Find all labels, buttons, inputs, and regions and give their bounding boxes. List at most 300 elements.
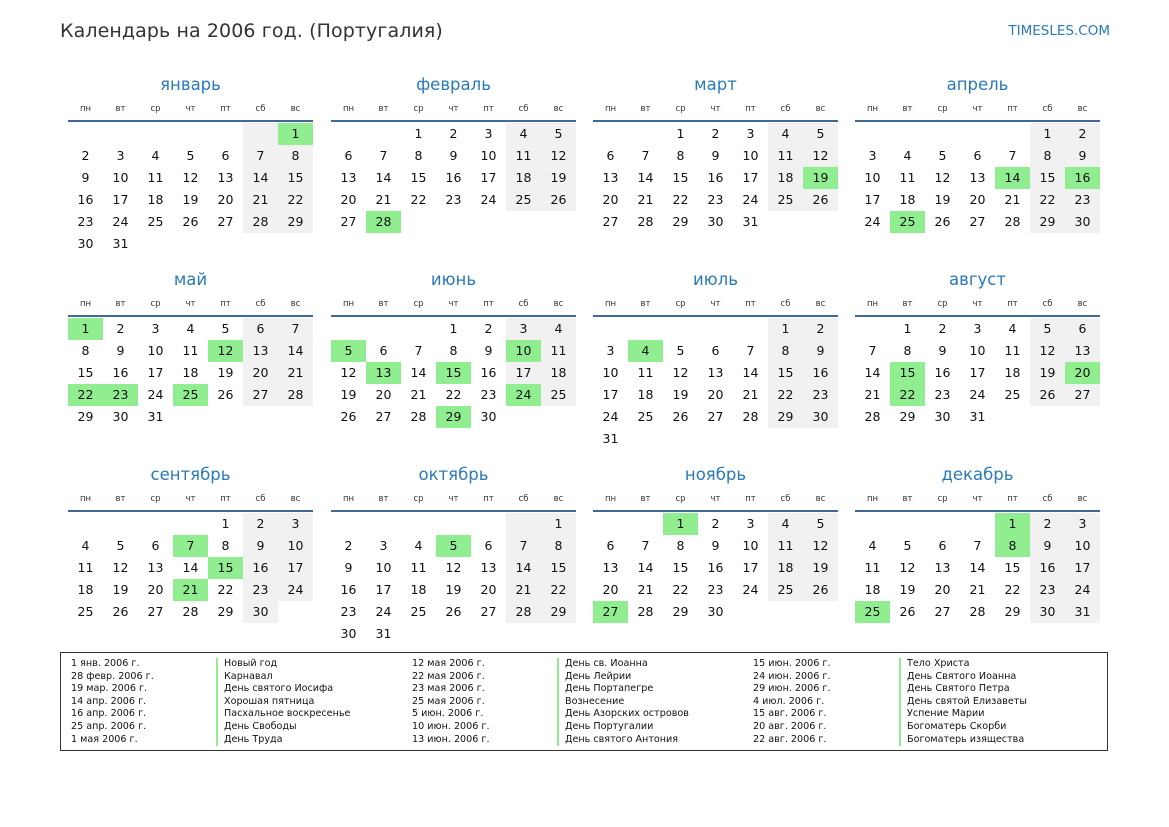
empty-cell — [366, 123, 401, 145]
day-cell: 15 — [77, 365, 94, 380]
day-cell: 10 — [147, 343, 164, 358]
day-cell: 6 — [221, 148, 230, 163]
holiday-dates-column — [71, 658, 154, 746]
month-name: сентябрь — [150, 465, 231, 484]
weekday-label: пт — [1007, 299, 1018, 309]
day-cell: 15 — [672, 170, 689, 185]
empty-cell — [960, 513, 995, 535]
weekday-label: ср — [937, 299, 948, 309]
day-cell: 5 — [331, 340, 366, 362]
day-cell: 27 — [934, 604, 951, 619]
day-cell: 18 — [899, 192, 916, 207]
month-name: ноябрь — [684, 465, 747, 484]
day-cell: 31 — [112, 236, 129, 251]
holiday-name: День св. Иоанна — [557, 658, 689, 671]
day-cell: 17 — [112, 192, 129, 207]
day-cell: 7 — [414, 343, 423, 358]
day-cell: 29 — [541, 601, 576, 623]
day-cell: 9 — [116, 343, 125, 358]
day-cell: 23 — [480, 387, 497, 402]
day-cell: 4 — [186, 321, 195, 336]
holiday-list — [60, 652, 1108, 751]
day-cell: 17 — [480, 170, 497, 185]
empty-cell — [436, 513, 471, 535]
day-cell: 2 — [1065, 123, 1100, 145]
day-cell: 3 — [606, 343, 615, 358]
day-cell: 22 — [672, 192, 689, 207]
empty-cell — [593, 123, 628, 145]
day-cell: 25 — [541, 384, 576, 406]
day-cell: 28 — [506, 601, 541, 623]
holiday-date: 25 мая 2006 г. — [412, 695, 485, 707]
holiday-name: День Свободы — [216, 721, 350, 734]
day-cell: 9 — [449, 148, 458, 163]
day-cell: 26 — [899, 604, 916, 619]
weekday-header — [331, 293, 576, 317]
day-cell: 2 — [711, 126, 720, 141]
day-cell: 24 — [375, 604, 392, 619]
holiday-date: 28 февр. 2006 г. — [71, 670, 154, 682]
holiday-name: Пасхальное воскресенье — [216, 708, 350, 721]
day-cell: 6 — [379, 343, 388, 358]
day-cell: 6 — [151, 538, 160, 553]
day-cell: 6 — [711, 343, 720, 358]
day-cell: 5 — [803, 123, 838, 145]
weekday-label: ср — [150, 494, 161, 504]
holiday-names-column — [899, 658, 1027, 746]
empty-cell — [173, 406, 208, 428]
empty-cell — [103, 513, 138, 535]
day-cell: 26 — [803, 579, 838, 601]
day-cell: 12 — [672, 365, 689, 380]
day-cell: 19 — [803, 167, 838, 189]
day-cell: 25 — [77, 604, 94, 619]
holiday-name: Тело Христа — [899, 658, 1027, 671]
day-cell: 8 — [221, 538, 230, 553]
day-cell: 23 — [340, 604, 357, 619]
weekday-label: ср — [937, 494, 948, 504]
day-cell: 27 — [217, 214, 234, 229]
day-cell: 5 — [903, 538, 912, 553]
month-2 — [331, 72, 576, 233]
day-cell: 10 — [864, 170, 881, 185]
day-cell: 17 — [375, 582, 392, 597]
day-cell: 4 — [903, 148, 912, 163]
day-cell: 20 — [934, 582, 951, 597]
weekday-label: сб — [1042, 494, 1053, 504]
weekday-label: вс — [1077, 494, 1088, 504]
day-cell: 25 — [1004, 387, 1021, 402]
empty-cell — [401, 211, 436, 233]
weekday-label: чт — [710, 299, 721, 309]
weekday-label: пн — [604, 494, 617, 504]
day-cell: 15 — [436, 362, 471, 384]
days-grid — [855, 513, 1100, 623]
day-cell: 4 — [506, 123, 541, 145]
empty-cell — [995, 406, 1030, 428]
day-cell: 7 — [641, 148, 650, 163]
day-cell: 17 — [742, 560, 759, 575]
day-cell: 11 — [182, 343, 199, 358]
day-cell: 21 — [969, 582, 986, 597]
day-cell: 24 — [969, 387, 986, 402]
weekday-label: пт — [745, 299, 756, 309]
day-cell: 3 — [1065, 513, 1100, 535]
holiday-names-column — [216, 658, 350, 746]
weekday-label: пн — [866, 299, 879, 309]
day-cell: 21 — [410, 387, 427, 402]
holiday-name: День Лейрии — [557, 671, 689, 684]
day-cell: 27 — [375, 409, 392, 424]
weekday-label: ср — [937, 104, 948, 114]
empty-cell — [960, 123, 995, 145]
day-cell: 1 — [278, 123, 313, 145]
weekday-label: пн — [866, 104, 879, 114]
day-cell: 5 — [1030, 318, 1065, 340]
empty-cell — [208, 406, 243, 428]
day-cell: 26 — [182, 214, 199, 229]
day-cell: 15 — [1004, 560, 1021, 575]
month-5 — [68, 267, 313, 428]
day-cell: 18 — [410, 582, 427, 597]
day-cell: 29 — [278, 211, 313, 233]
day-cell: 2 — [344, 538, 353, 553]
day-cell: 31 — [1065, 601, 1100, 623]
day-cell: 5 — [116, 538, 125, 553]
empty-cell — [506, 406, 541, 428]
holiday-name: День Азорских островов — [557, 708, 689, 721]
day-cell: 24 — [480, 192, 497, 207]
weekday-label: вс — [1077, 104, 1088, 114]
day-cell: 9 — [803, 340, 838, 362]
holiday-date: 10 июн. 2006 г. — [412, 720, 490, 732]
day-cell: 28 — [637, 604, 654, 619]
day-cell: 24 — [742, 192, 759, 207]
month-name: май — [173, 270, 208, 289]
day-cell: 19 — [112, 582, 129, 597]
empty-cell — [995, 123, 1030, 145]
day-cell: 16 — [707, 170, 724, 185]
day-cell: 30 — [1065, 211, 1100, 233]
day-cell: 30 — [77, 236, 94, 251]
day-cell: 8 — [414, 148, 423, 163]
day-cell: 1 — [68, 318, 103, 340]
weekday-label: вс — [290, 494, 301, 504]
day-cell: 19 — [672, 387, 689, 402]
empty-cell — [1030, 406, 1065, 428]
weekday-label: чт — [448, 299, 459, 309]
day-cell: 8 — [676, 148, 685, 163]
holiday-name: Вознесение — [557, 696, 689, 709]
day-cell: 11 — [637, 365, 654, 380]
holiday-date: 12 мая 2006 г. — [412, 658, 485, 669]
month-name: апрель — [946, 75, 1009, 94]
empty-cell — [698, 428, 733, 450]
empty-cell — [628, 318, 663, 340]
day-cell: 15 — [410, 170, 427, 185]
day-cell: 7 — [506, 535, 541, 557]
day-cell: 6 — [606, 538, 615, 553]
weekday-label: вс — [1077, 299, 1088, 309]
days-grid — [331, 123, 576, 233]
empty-cell — [278, 406, 313, 428]
day-cell: 5 — [221, 321, 230, 336]
weekday-label: вт — [902, 494, 913, 504]
weekday-label: пн — [342, 494, 355, 504]
empty-cell — [541, 623, 576, 645]
day-cell: 22 — [410, 192, 427, 207]
day-cell: 9 — [344, 560, 353, 575]
day-cell: 6 — [938, 538, 947, 553]
holiday-date: 19 мар. 2006 г. — [71, 683, 148, 695]
day-cell: 4 — [1008, 321, 1017, 336]
day-cell: 1 — [676, 126, 685, 141]
day-cell: 2 — [711, 516, 720, 531]
empty-cell — [698, 318, 733, 340]
days-grid — [331, 318, 576, 428]
day-cell: 10 — [375, 560, 392, 575]
weekday-label: чт — [972, 104, 983, 114]
day-cell: 1 — [541, 513, 576, 535]
day-cell: 18 — [77, 582, 94, 597]
day-cell: 19 — [182, 192, 199, 207]
day-cell: 13 — [147, 560, 164, 575]
holiday-dates-column — [753, 658, 831, 746]
day-cell: 28 — [278, 384, 313, 406]
day-cell: 5 — [938, 148, 947, 163]
day-cell: 27 — [147, 604, 164, 619]
weekday-label: сб — [780, 494, 791, 504]
day-cell: 18 — [768, 557, 803, 579]
days-grid — [855, 318, 1100, 428]
weekday-label: чт — [972, 494, 983, 504]
day-cell: 6 — [973, 148, 982, 163]
day-cell: 8 — [449, 343, 458, 358]
day-cell: 24 — [147, 387, 164, 402]
day-cell: 12 — [208, 340, 243, 362]
holiday-date: 20 авг. 2006 г. — [753, 720, 827, 732]
day-cell: 26 — [340, 409, 357, 424]
weekday-label: чт — [185, 494, 196, 504]
day-cell: 14 — [506, 557, 541, 579]
holiday-date: 15 июн. 2006 г. — [753, 658, 831, 669]
weekday-label: пн — [866, 494, 879, 504]
day-cell: 9 — [938, 343, 947, 358]
holiday-date: 4 июл. 2006 г. — [753, 695, 825, 707]
day-cell: 30 — [707, 604, 724, 619]
day-cell: 24 — [864, 214, 881, 229]
day-cell: 22 — [672, 582, 689, 597]
day-cell: 21 — [742, 387, 759, 402]
weekday-label: пт — [1007, 104, 1018, 114]
day-cell: 4 — [868, 538, 877, 553]
days-grid — [855, 123, 1100, 233]
weekday-label: вт — [115, 104, 126, 114]
day-cell: 3 — [379, 538, 388, 553]
day-cell: 3 — [973, 321, 982, 336]
day-cell: 11 — [541, 340, 576, 362]
weekday-label: вт — [640, 299, 651, 309]
day-cell: 20 — [969, 192, 986, 207]
month-name: февраль — [416, 75, 491, 94]
day-cell: 30 — [480, 409, 497, 424]
weekday-label: вт — [378, 494, 389, 504]
day-cell: 26 — [445, 604, 462, 619]
day-cell: 29 — [77, 409, 94, 424]
day-cell: 27 — [969, 214, 986, 229]
day-cell: 2 — [449, 126, 458, 141]
page-title: Календарь на 2006 год. (Португалия) — [60, 20, 443, 42]
empty-cell — [471, 211, 506, 233]
day-cell: 6 — [606, 148, 615, 163]
day-cell: 22 — [890, 384, 925, 406]
weekday-header — [593, 488, 838, 512]
weekday-header — [68, 293, 313, 317]
weekday-label: пн — [342, 104, 355, 114]
day-cell: 22 — [541, 579, 576, 601]
day-cell: 16 — [803, 362, 838, 384]
day-cell: 21 — [375, 192, 392, 207]
holiday-date: 16 апр. 2006 г. — [71, 708, 147, 720]
day-cell: 15 — [278, 167, 313, 189]
month-name: декабрь — [941, 465, 1014, 484]
weekday-label: пн — [79, 299, 92, 309]
day-cell: 23 — [1065, 189, 1100, 211]
empty-cell — [768, 211, 803, 233]
weekday-label: чт — [710, 104, 721, 114]
holiday-name: Богоматерь изящества — [899, 734, 1027, 747]
empty-cell — [541, 211, 576, 233]
day-cell: 20 — [707, 387, 724, 402]
empty-cell — [401, 623, 436, 645]
empty-cell — [890, 123, 925, 145]
day-cell: 11 — [899, 170, 916, 185]
empty-cell — [331, 318, 366, 340]
day-cell: 29 — [768, 406, 803, 428]
site-link[interactable]: TIMESLES.COM — [1008, 23, 1110, 39]
month-name: август — [949, 270, 1006, 289]
empty-cell — [855, 123, 890, 145]
day-cell: 14 — [375, 170, 392, 185]
day-cell: 8 — [81, 343, 90, 358]
day-cell: 17 — [742, 170, 759, 185]
day-cell: 12 — [899, 560, 916, 575]
day-cell: 11 — [768, 145, 803, 167]
empty-cell — [733, 428, 768, 450]
day-cell: 30 — [707, 214, 724, 229]
day-cell: 17 — [864, 192, 881, 207]
empty-cell — [541, 406, 576, 428]
day-cell: 28 — [969, 604, 986, 619]
day-cell: 19 — [217, 365, 234, 380]
empty-cell — [1065, 406, 1100, 428]
day-cell: 23 — [934, 387, 951, 402]
empty-cell — [925, 513, 960, 535]
weekday-label: вс — [290, 104, 301, 114]
weekday-label: вс — [553, 299, 564, 309]
day-cell: 21 — [243, 189, 278, 211]
day-cell: 29 — [436, 406, 471, 428]
weekday-label: сб — [780, 104, 791, 114]
day-cell: 7 — [278, 318, 313, 340]
day-cell: 28 — [410, 409, 427, 424]
weekday-label: сб — [518, 494, 529, 504]
month-7 — [593, 267, 838, 450]
days-grid — [68, 513, 313, 623]
empty-cell — [506, 623, 541, 645]
day-cell: 1 — [221, 516, 230, 531]
weekday-label: вт — [378, 104, 389, 114]
weekday-label: ср — [150, 299, 161, 309]
day-cell: 26 — [217, 387, 234, 402]
days-grid — [331, 513, 576, 645]
day-cell: 1 — [1030, 123, 1065, 145]
weekday-label: вс — [815, 494, 826, 504]
day-cell: 14 — [969, 560, 986, 575]
weekday-label: чт — [185, 299, 196, 309]
day-cell: 28 — [864, 409, 881, 424]
day-cell: 17 — [602, 387, 619, 402]
day-cell: 31 — [602, 431, 619, 446]
holiday-date: 14 апр. 2006 г. — [71, 695, 147, 707]
day-cell: 20 — [340, 192, 357, 207]
day-cell: 10 — [742, 148, 759, 163]
day-cell: 1 — [414, 126, 423, 141]
weekday-label: пн — [604, 104, 617, 114]
weekday-label: ср — [675, 494, 686, 504]
weekday-label: пт — [220, 104, 231, 114]
empty-cell — [628, 428, 663, 450]
day-cell: 20 — [480, 582, 497, 597]
day-cell: 31 — [742, 214, 759, 229]
day-cell: 20 — [1065, 362, 1100, 384]
day-cell: 17 — [969, 365, 986, 380]
holiday-date: 1 мая 2006 г. — [71, 733, 138, 745]
day-cell: 4 — [81, 538, 90, 553]
empty-cell — [401, 513, 436, 535]
day-cell: 16 — [934, 365, 951, 380]
weekday-label: сб — [518, 104, 529, 114]
weekday-label: вт — [902, 104, 913, 114]
day-cell: 10 — [112, 170, 129, 185]
day-cell: 24 — [1065, 579, 1100, 601]
month-8 — [855, 267, 1100, 428]
holiday-name: День Труда — [216, 734, 350, 747]
month-10 — [331, 462, 576, 645]
empty-cell — [243, 406, 278, 428]
day-cell: 1 — [768, 318, 803, 340]
day-cell: 21 — [637, 582, 654, 597]
day-cell: 15 — [208, 557, 243, 579]
day-cell: 8 — [768, 340, 803, 362]
day-cell: 29 — [1004, 604, 1021, 619]
weekday-label: пт — [1007, 494, 1018, 504]
day-cell: 22 — [217, 582, 234, 597]
day-cell: 25 — [890, 211, 925, 233]
month-name: март — [694, 75, 737, 94]
empty-cell — [331, 123, 366, 145]
day-cell: 22 — [445, 387, 462, 402]
weekday-header — [593, 293, 838, 317]
day-cell: 18 — [768, 167, 803, 189]
day-cell: 15 — [768, 362, 803, 384]
day-cell: 7 — [379, 148, 388, 163]
holiday-name: Богоматерь Скорби — [899, 721, 1027, 734]
day-cell: 11 — [768, 535, 803, 557]
day-cell: 1 — [663, 513, 698, 535]
day-cell: 2 — [803, 318, 838, 340]
day-cell: 30 — [1030, 601, 1065, 623]
